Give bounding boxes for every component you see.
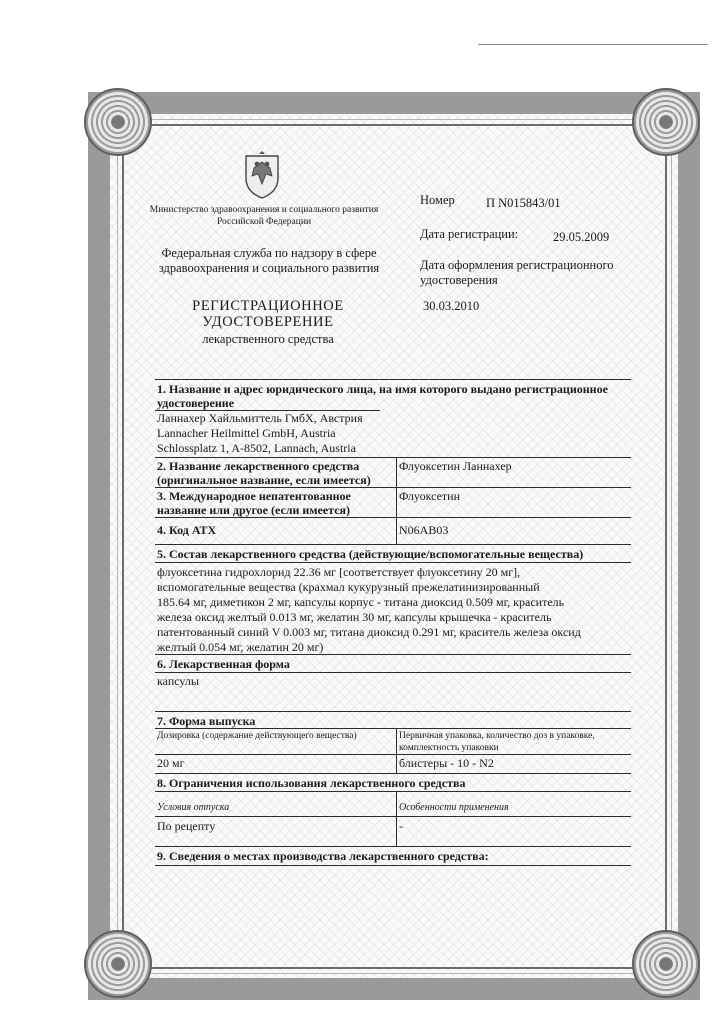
drug-name-value: Флуоксетин Ланнахер xyxy=(399,459,512,473)
atc-code-value: N06AB03 xyxy=(399,523,449,537)
composition-line-2: вспомогательные вещества (крахмал кукурузный прежелатинизированный xyxy=(157,580,540,594)
section-5-heading: 5. Состав лекарственного средства (действующие/вспомогательные вещества) xyxy=(157,547,584,561)
dosage-value: 20 мг xyxy=(157,756,185,770)
document-subtitle: лекарственного средства xyxy=(202,332,334,346)
corner-rosette-top-right xyxy=(632,88,700,156)
legal-entity-name-en: Lannacher Heilmittel GmbH, Austria xyxy=(157,426,336,440)
section-4-heading: 4. Код АТХ xyxy=(157,523,217,537)
usage-specifics-value: - xyxy=(399,819,403,833)
composition-line-5: патентованный синий V 0.003 мг, титана диоксид 0.291 мг, краситель железа оксид xyxy=(157,625,581,639)
section-7-subdivider xyxy=(155,754,631,755)
section-3-col-divider xyxy=(396,488,397,518)
legal-entity-address: Schlossplatz 1, A-8502, Lannach, Austria xyxy=(157,441,356,455)
legal-entity-name-ru: Ланнахер Хайльмиттель ГмбХ, Австрия xyxy=(157,411,363,425)
section-3-heading: 3. Международное непатентованное название или другое (если имеется) xyxy=(157,489,351,517)
ministry-name: Министерство здравоохранения и социального развития Российской Федерации xyxy=(149,205,379,227)
issue-date-value: 30.03.2010 xyxy=(423,299,480,313)
dosage-column-header: Дозировка (содержание действующего вещества) xyxy=(157,731,357,741)
composition-line-6: желтый 0.054 мг, желатин 20 мг) xyxy=(157,640,324,654)
section-9 xyxy=(155,846,631,866)
certificate-table xyxy=(155,379,631,866)
section-8 xyxy=(155,773,631,846)
section-2-heading: 2. Название лекарственного средства (оригинальное название, если имеется) xyxy=(157,459,371,487)
dispensing-conditions-header: Условия отпуска xyxy=(157,802,230,813)
section-5 xyxy=(155,544,631,654)
section-7-heading: 7. Форма выпуска xyxy=(157,714,256,728)
section-9-heading: 9. Сведения о местах производства лекарственного средства: xyxy=(157,849,489,863)
section-7-divider xyxy=(155,728,631,729)
section-8-divider xyxy=(155,791,631,792)
section-6-heading: 6. Лекарственная форма xyxy=(157,657,290,671)
registration-date-label: Дата регистрации: xyxy=(420,227,519,241)
composition-line-1: флуоксетина гидрохлорид 22.36 мг [соответствует флуоксетину 20 мг], xyxy=(157,565,521,579)
usage-specifics-header: Особенности применения xyxy=(399,802,509,813)
federal-service-name: Федеральная служба по надзору в сфере здравоохранения и социального развития xyxy=(158,246,380,275)
packaging-column-header: Первичная упаковка, количество доз в упаковке, комплектность упаковки xyxy=(399,731,595,753)
packaging-value: блистеры - 10 - N2 xyxy=(399,756,494,770)
number-value: П N015843/01 xyxy=(486,196,561,210)
registration-date-value: 29.05.2009 xyxy=(553,230,610,244)
section-3 xyxy=(155,487,631,517)
section-4 xyxy=(155,517,631,544)
section-6 xyxy=(155,654,631,711)
corner-rosette-bottom-right xyxy=(632,930,700,998)
section-1-heading: 1. Название и адрес юридического лица, на имя которого выдано регистрационное удостоверение xyxy=(157,382,608,410)
scan-edge-line xyxy=(478,44,708,45)
corner-rosette-top-left xyxy=(84,88,152,156)
section-2 xyxy=(155,457,631,487)
section-4-col-divider xyxy=(396,518,397,545)
dispensing-conditions-value: По рецепту xyxy=(157,819,216,833)
coat-of-arms-icon xyxy=(240,150,284,200)
composition-line-4: железа оксид желтый 0.013 мг, желатин 30 мг, капсулы крышечка - краситель xyxy=(157,610,552,624)
section-2-col-divider xyxy=(396,458,397,488)
section-1 xyxy=(155,379,631,457)
document-title-line2: УДОСТОВЕРЕНИЕ xyxy=(202,314,334,330)
section-7 xyxy=(155,711,631,773)
document-title-line1: РЕГИСТРАЦИОННОЕ xyxy=(192,298,344,314)
dosage-form-value: капсулы xyxy=(157,674,199,688)
section-5-divider xyxy=(155,562,631,563)
section-8-heading: 8. Ограничения использования лекарственного средства xyxy=(157,776,466,790)
corner-rosette-bottom-left xyxy=(84,930,152,998)
issue-date-label: Дата оформления регистрационного удостоверения xyxy=(420,258,614,287)
section-8-col-divider xyxy=(396,791,397,847)
section-8-subdivider xyxy=(155,816,631,817)
section-7-col-divider xyxy=(396,728,397,774)
composition-line-3: 185.64 мг, диметикон 2 мг, капсулы корпус - титана диоксид 0.509 мг, краситель xyxy=(157,595,565,609)
inn-value: Флуоксетин xyxy=(399,489,460,503)
number-label: Номер xyxy=(420,193,455,207)
section-6-divider xyxy=(155,672,631,673)
